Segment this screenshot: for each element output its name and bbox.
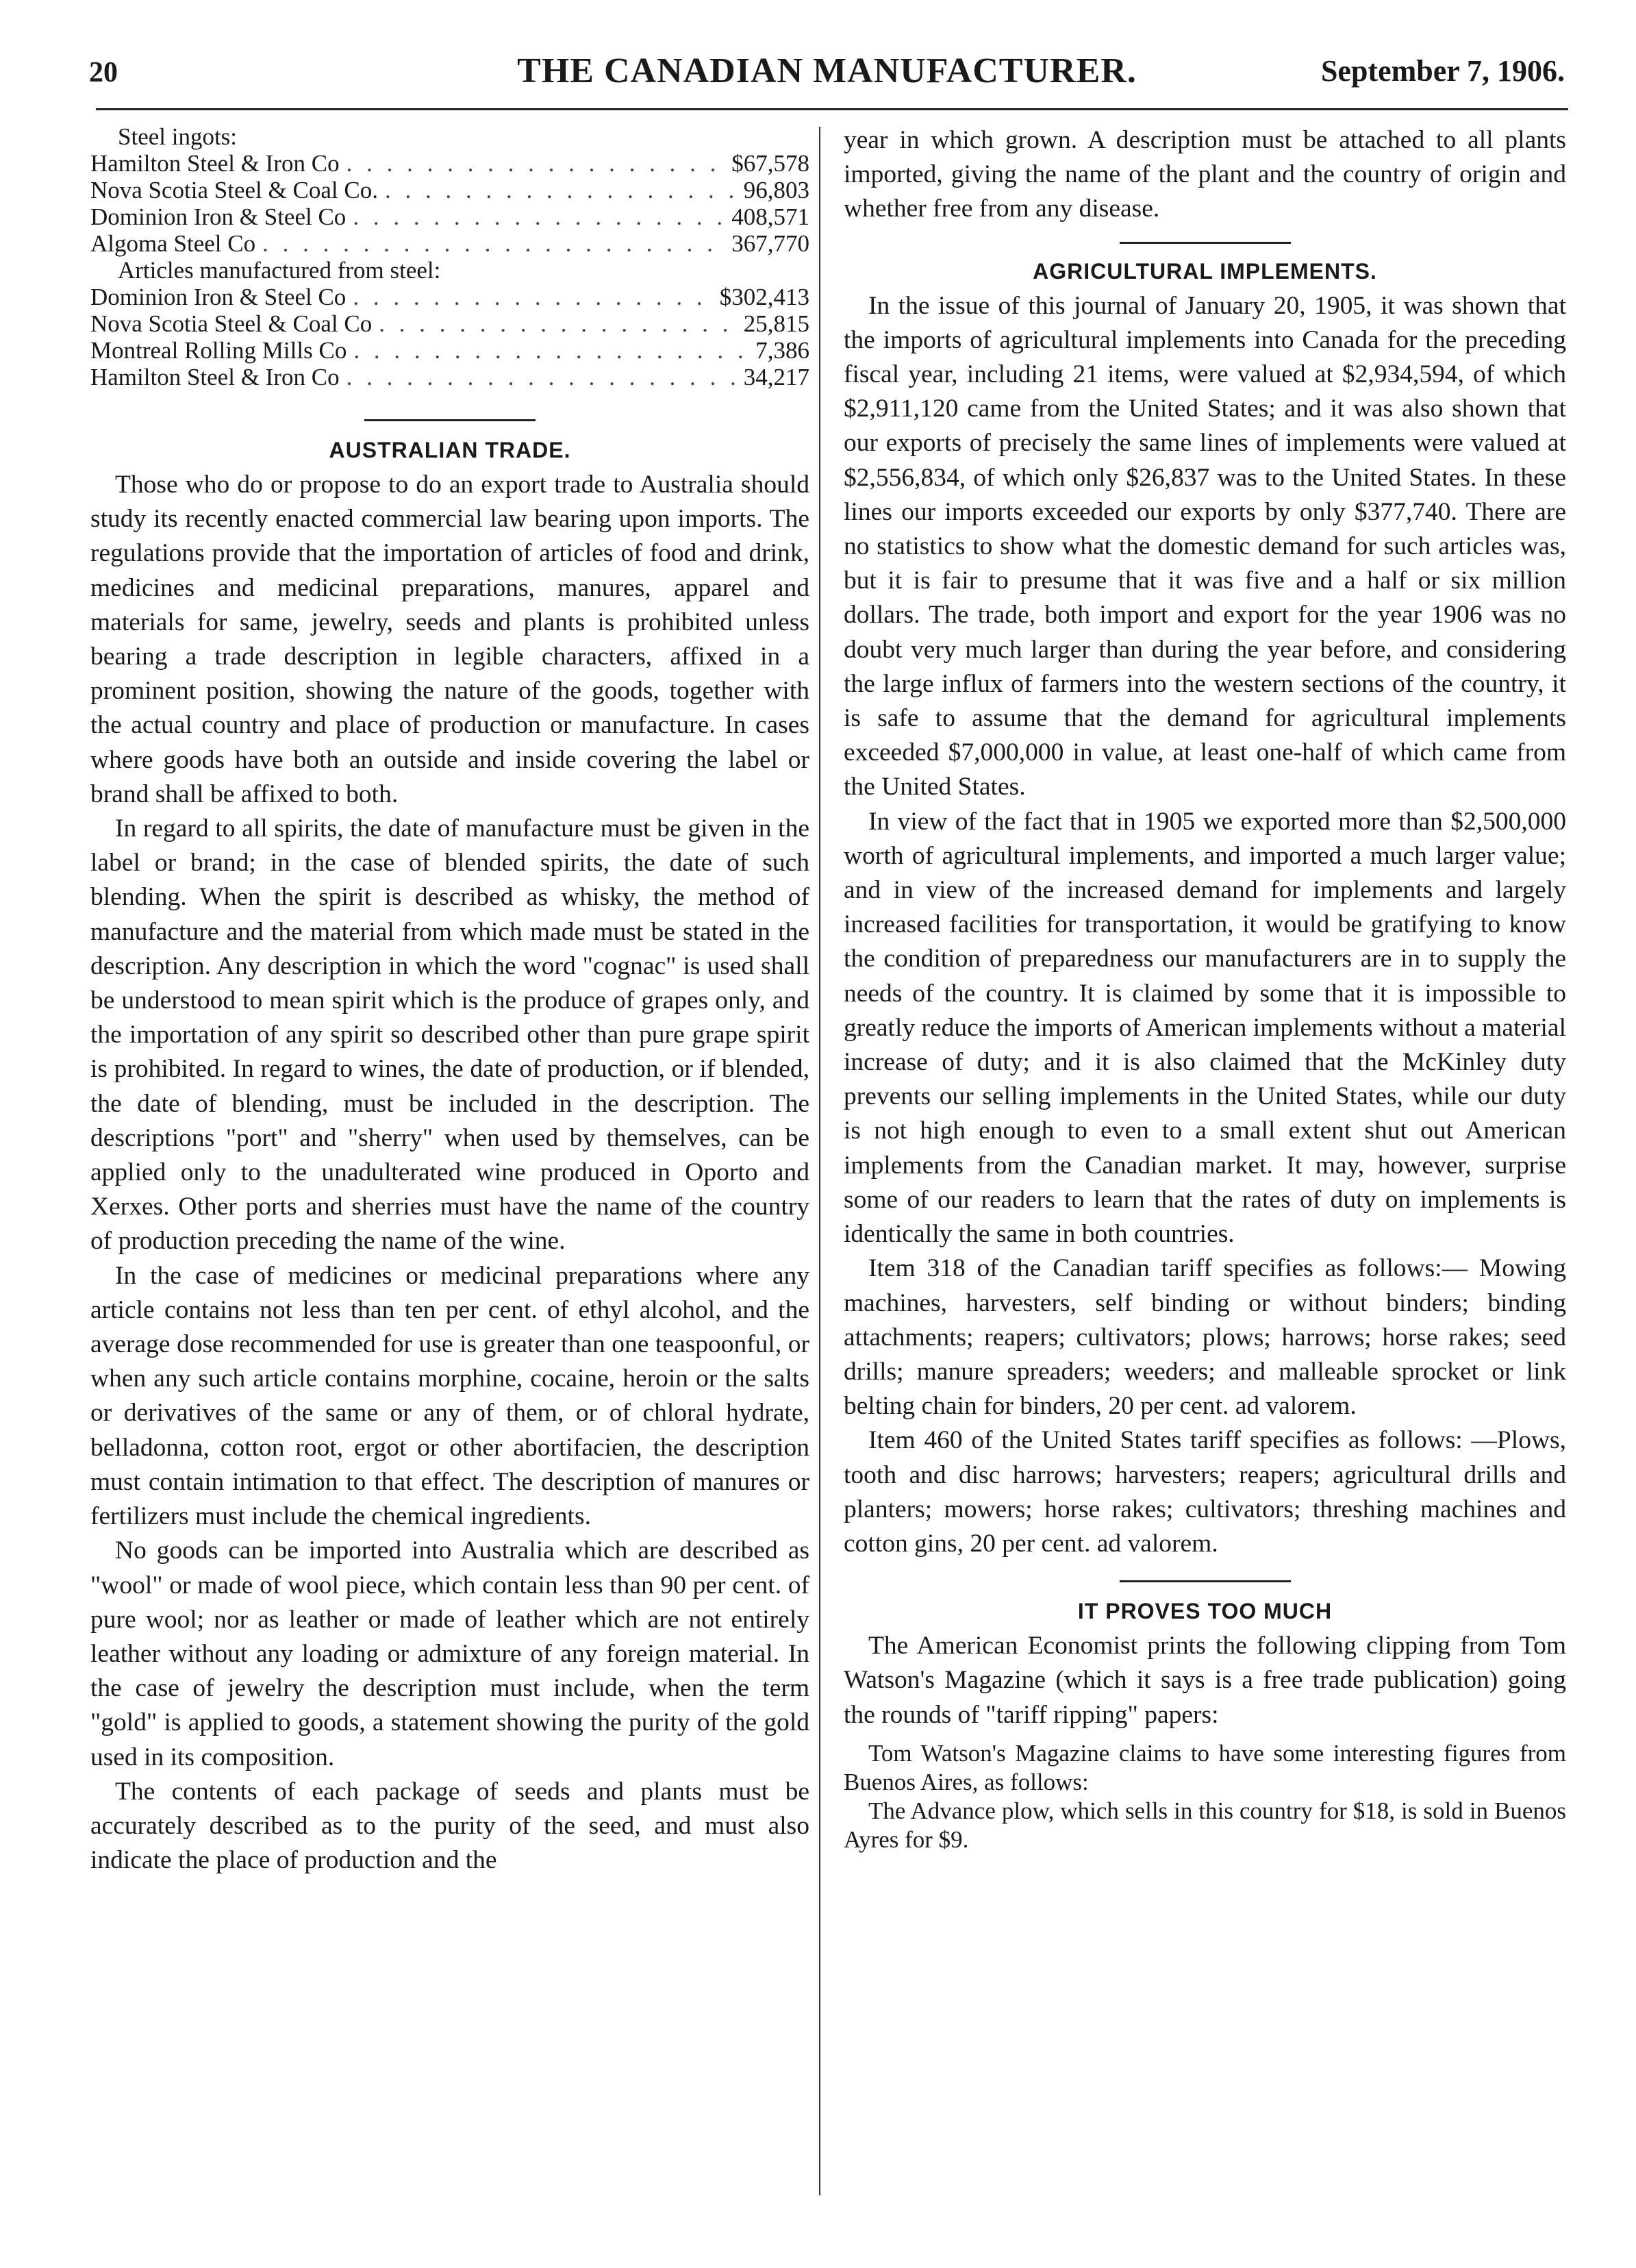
company-name: Hamilton Steel & Iron Co bbox=[90, 364, 340, 390]
page-header bbox=[89, 47, 1565, 101]
left-column bbox=[90, 123, 809, 1878]
stats-row bbox=[90, 337, 809, 364]
paragraph: In the case of medicines or medicinal preparations where any article contains not less than ten per cent. of ethyl alcohol, and the average dose recommended for use is greater than one teaspoonful, or when any such article contains morphine, cocaine, heroin or the salts or derivatives of the same or any of them, or of chloral hydrate, belladonna, cotton root, ergot or other abortifacien, the description must contain intimation to that effect. The description of manures or fertilizers must include the chemical ingredients. bbox=[90, 1261, 809, 1531]
leader-dots bbox=[353, 203, 726, 230]
quote-paragraph: Tom Watson's Magazine claims to have some interesting figures from Buenos Aires, as follows: bbox=[844, 1739, 1566, 1795]
section-rule bbox=[1120, 1580, 1291, 1582]
stats-row bbox=[90, 310, 809, 337]
right-column bbox=[844, 123, 1566, 1854]
company-value: 25,815 bbox=[743, 310, 809, 337]
header-rule bbox=[96, 108, 1568, 110]
paragraph: The contents of each package of seeds and plants must be accurately described as to the purity of the seed, and must also indicate the place of production and the bbox=[90, 1777, 809, 1875]
stats-row bbox=[90, 230, 809, 257]
publication-title: THE CANADIAN MANUFACTURER. bbox=[517, 51, 1137, 90]
stats-row bbox=[90, 177, 809, 203]
stats-row bbox=[90, 150, 809, 177]
company-name: Algoma Steel Co bbox=[90, 230, 256, 257]
heading-agricultural-implements: AGRICULTURAL IMPLEMENTS. bbox=[1033, 258, 1377, 284]
paragraph: The American Economist prints the following clipping from Tom Watson's Magazine (which it says is a free trade publication) going the rounds of "tariff ripping" papers: bbox=[844, 1632, 1566, 1729]
stats-row bbox=[90, 364, 809, 390]
leader-dots bbox=[347, 364, 738, 390]
stats-row bbox=[90, 284, 809, 310]
company-name: Dominion Iron & Steel Co bbox=[90, 203, 347, 230]
paragraph: No goods can be imported into Australia which are described as "wool" or made of wool piece, which contain less than 90 per cent. of pure wool; nor as leather or made of leather which are not entirely leather without any loading or admixture of any foreign material. In the case of jewelry the description must include, when the term "gold" is applied to goods, a statement showing the purity of the gold used in its composition. bbox=[90, 1536, 809, 1771]
company-value: 7,386 bbox=[755, 337, 809, 364]
leader-dots bbox=[353, 337, 750, 364]
company-value: $67,578 bbox=[731, 150, 809, 177]
issue-date: September 7, 1906. bbox=[1320, 54, 1565, 88]
section-rule bbox=[364, 419, 536, 421]
section-rule bbox=[1120, 242, 1291, 244]
stats-category: Articles manufactured from steel: bbox=[118, 257, 441, 284]
paragraph: In the issue of this journal of January 20, 1905, it was shown that the imports of agricultural implements into Canada for the preceding fiscal year, including 21 items, were valued at $2,934,594, of which $2,911,120 came from the United States; and it was also shown that our exports of precisely the same lines of implements were valued at $2,556,834, of which only $26,837 was to the United States. In these lines our imports exceeded our exports by only $377,740. There are no statistics to show what the domestic demand for such articles was, but it is fair to presume that it was five and a half or six million dollars. The trade, both import and export for the year 1906 was no doubt very much larger than during the year before, and considering the large influx of farmers into the western sections of the country, it is safe to assume that the demand for agricultural implements exceeded $7,000,000 in value, at least one-half of which came from the United States. bbox=[844, 291, 1566, 801]
company-name: Nova Scotia Steel & Coal Co. bbox=[90, 177, 378, 203]
leader-dots bbox=[347, 150, 727, 177]
paragraph: In regard to all spirits, the date of manufacture must be given in the label or brand; in the case of blended spirits, the date of such blending. When the spirit is described as whisky, the method of manufacture and the material from which made must be stated in the description. Any description in which the word "cognac" is used shall be understood to mean spirit which is the produce of grapes only, and the importation of any spirit so described other than pure grape spirit is prohibited. In regard to wines, the date of production, or if blended, the date of blending, must be included in the description. The descriptions "port" and "sherry" when used by themselves, can be applied only to the unadulterated wine produced in Oporto and Xerxes. Other ports and sherries must have the name of the country of production preceding the name of the wine. bbox=[90, 814, 809, 1256]
leader-dots bbox=[262, 230, 726, 257]
heading-it-proves-too-much: IT PROVES TOO MUCH bbox=[1077, 1599, 1333, 1624]
paragraph: Those who do or propose to do an export trade to Australia should study its recently enacted commercial law bearing upon imports. The regulations provide that the importation of articles of food and drink, medicines and medicinal preparations, manures, apparel and materials for same, jewelry, seeds and plants is prohibited unless bearing a trade description in legible characters, affixed in a prominent position, showing the nature of the goods, together with the actual country and place of production or manufacture. In cases where goods have both an outside and inside covering the label or brand shall be affixed to both. bbox=[90, 471, 809, 808]
company-value: 96,803 bbox=[743, 177, 809, 203]
leader-dots bbox=[385, 177, 738, 203]
company-name: Montreal Rolling Mills Co bbox=[90, 337, 347, 364]
quote-paragraph: The Advance plow, which sells in this country for $18, is sold in Buenos Ayres for $9. bbox=[844, 1797, 1566, 1853]
company-value: 367,770 bbox=[731, 230, 809, 257]
company-value: 408,571 bbox=[731, 203, 809, 230]
steel-statistics bbox=[90, 123, 809, 390]
stats-category: Steel ingots: bbox=[118, 123, 238, 150]
paragraph: In view of the fact that in 1905 we exported more than $2,500,000 worth of agricultural implements, and imported a much larger value; and in view of the increased demand for implements and largely increased facilities for transportation, it would be gratifying to know the condition of preparedness our manufacturers are in to supply the needs of the country. It is claimed by some that it is impossible to greatly reduce the imports of American implements without a material increase of duty; and it is also claimed that the McKinley duty prevents our selling implements in the United States, while our duty is not high enough to even to a small extent shut out American implements from the Canadian market. It may, however, surprise some of our readers to learn that the rates of duty on implements is identically the same in both countries. bbox=[844, 807, 1566, 1249]
stats-row bbox=[90, 203, 809, 230]
company-name: Dominion Iron & Steel Co bbox=[90, 284, 347, 310]
company-name: Hamilton Steel & Iron Co bbox=[90, 150, 340, 177]
continued-paragraph: year in which grown. A description must be attached to all plants imported, giving the name of the plant and the country of origin and whether free from any disease. bbox=[844, 126, 1566, 223]
page-number: 20 bbox=[89, 57, 118, 88]
leader-dots bbox=[353, 284, 714, 310]
company-value: 34,217 bbox=[743, 364, 809, 390]
paragraph: Item 318 of the Canadian tariff specifies as follows:— Mowing machines, harvesters, self binding or without binders; binding attachments; reapers; cultivators; plows; harrows; horse rakes; seed drills; manure spreaders; weeders; and malleable sprocket or link belting chain for binders, 20 per cent. ad valorem. bbox=[844, 1254, 1566, 1421]
quoted-clipping bbox=[844, 1739, 1566, 1854]
heading-australian-trade: AUSTRALIAN TRADE. bbox=[329, 438, 571, 462]
company-name: Nova Scotia Steel & Coal Co bbox=[90, 310, 373, 337]
paragraph: Item 460 of the United States tariff specifies as follows: —Plows, tooth and disc harrows; harvesters; reapers; agricultural drills and planters; mowers; horse rakes; cultivators; threshing machines and cotton gins, 20 per cent. ad valorem. bbox=[844, 1426, 1566, 1558]
column-divider bbox=[819, 127, 820, 2195]
company-value: $302,413 bbox=[719, 284, 809, 310]
leader-dots bbox=[379, 310, 738, 337]
